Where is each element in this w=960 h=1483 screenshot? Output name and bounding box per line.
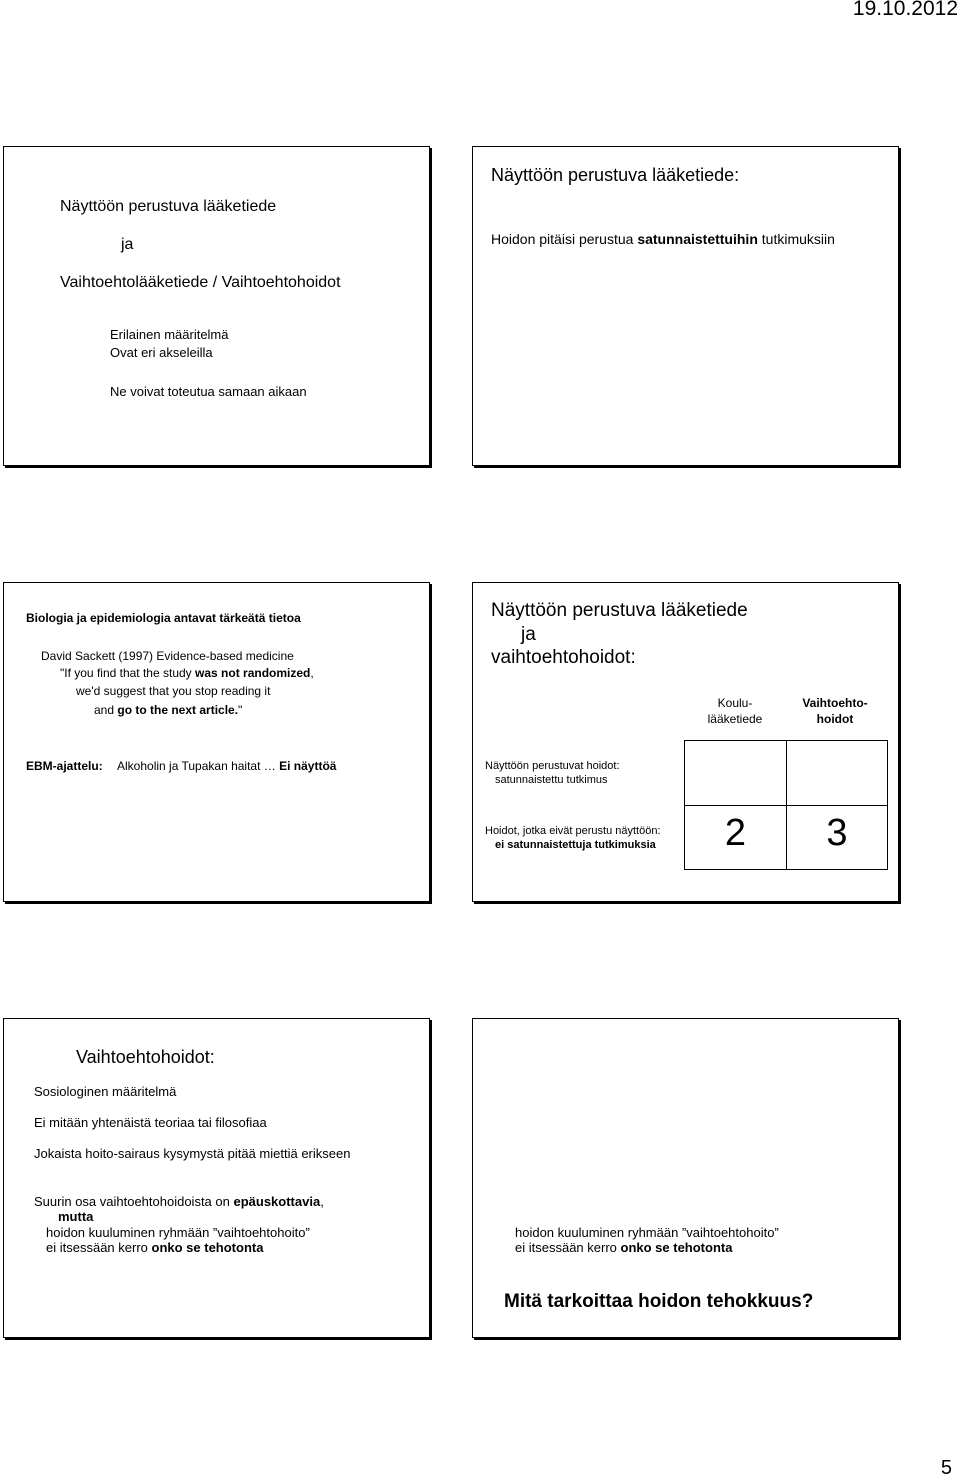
slide-3-line-2-post: , <box>310 666 314 680</box>
slide-2-body-post: tutkimuksiin <box>757 231 835 247</box>
slide-5-line-1: Sosiologinen määritelmä <box>34 1084 177 1099</box>
row-header-1-line-2: satunnaistettu tutkimus <box>495 774 608 786</box>
slide-5-line-2: Ei mitään yhtenäistä teoriaa tai filosofiaa <box>34 1115 267 1130</box>
slide-4-title-line-3: vaihtoehtohoidot: <box>491 647 636 668</box>
column-header-2-line-2: hoidot <box>816 712 854 726</box>
slide-3-ebm-text <box>117 759 336 773</box>
slide-3-line-4-bold: go to the next article. <box>117 703 239 717</box>
slide-5-line-7 <box>46 1240 263 1255</box>
slide-2-body-pre: Hoidon pitäisi perustua <box>491 231 638 247</box>
grid-top-border <box>684 740 888 741</box>
slide-1-title-line-3: Vaihtoehtolääketiede / Vaihtoehtohoidot <box>60 274 341 291</box>
slide-5-line-7-bold: onko se tehotonta <box>151 1240 264 1255</box>
slide-3 <box>3 582 430 902</box>
slide-3-line-1: David Sackett (1997) Evidence-based medicine <box>41 649 294 663</box>
slide-6-line-1: hoidon kuuluminen ryhmään ”vaihtoehtohoito” <box>515 1225 779 1240</box>
slide-5-title: Vaihtoehtohoidot: <box>76 1047 215 1067</box>
slide-1-line-2: Ovat eri akseleilla <box>110 345 213 360</box>
table-cell-value-3: 3 <box>826 812 848 854</box>
slide-3-line-4 <box>94 703 242 717</box>
slide-3-heading: Biologia ja epidemiologia antavat tärkeätä tietoa <box>26 611 301 625</box>
column-header-koululaaketiede <box>687 696 783 726</box>
row-header-nayttoon-perustuvat <box>485 760 620 786</box>
slide-5-line-3: Jokaista hoito-sairaus kysymystä pitää miettiä erikseen <box>34 1146 351 1161</box>
slide-5-line-6: hoidon kuuluminen ryhmään ”vaihtoehtohoito” <box>46 1225 310 1240</box>
slide-1-title-line-2: ja <box>121 236 134 253</box>
page-number: 5 <box>940 1457 952 1479</box>
slide-3-ebm-text-plain: Alkoholin ja Tupakan haitat … <box>117 759 280 773</box>
slide-2-body <box>491 231 835 247</box>
date-header: 19.10.2012 <box>852 0 958 20</box>
slide-1-title-line-1: Näyttöön perustuva lääketiede <box>60 198 277 215</box>
slide-2 <box>472 146 899 466</box>
slide-4-title-line-1: Näyttöön perustuva lääketiede <box>491 600 748 621</box>
slide-3-line-2-pre: "If you find that the study <box>60 666 196 680</box>
slide-3-line-4-post: " <box>238 703 243 717</box>
row-header-2-line-2: ei satunnaistettuja tutkimuksia <box>495 839 656 851</box>
slide-3-line-3: we'd suggest that you stop reading it <box>76 684 271 698</box>
slide-1 <box>3 146 430 466</box>
table-cell-value-2: 2 <box>724 812 747 854</box>
slide-5-line-5: mutta <box>58 1209 94 1224</box>
slide-3-ebm-label: EBM-ajattelu: <box>26 759 103 773</box>
slide-3-line-2-bold: was not randomized <box>195 666 311 680</box>
slide-4 <box>472 582 899 902</box>
column-header-1-line-2: lääketiede <box>707 712 763 726</box>
slide-2-body-bold: satunnaistettuihin <box>637 231 758 247</box>
slide-5-line-4-bold: epäuskottavia <box>233 1194 321 1209</box>
slide-3-line-4-pre: and <box>94 703 118 717</box>
row-header-eivat-perustu <box>485 825 661 851</box>
slide-6-question: Mitä tarkoittaa hoidon tehokkuus? <box>504 1291 814 1312</box>
column-header-1-line-1: Koulu- <box>717 696 753 710</box>
grid-bottom-border <box>684 869 888 870</box>
column-header-2-line-1: Vaihtoehto- <box>802 696 868 710</box>
slide-1-line-3: Ne voivat toteutua samaan aikaan <box>110 384 307 399</box>
slide-6-line-2-bold: onko se tehotonta <box>620 1240 733 1255</box>
grid-mid-horizontal <box>684 805 888 806</box>
slide-6-line-2 <box>515 1240 732 1255</box>
slide-3-ebm-bold: Ei näyttöä <box>279 759 337 773</box>
slide-5-line-4 <box>34 1194 324 1209</box>
slide-1-line-1: Erilainen määritelmä <box>110 327 229 342</box>
slide-5 <box>3 1018 430 1338</box>
slide-6 <box>472 1018 899 1338</box>
slide-6-line-2-pre: ei itsessään kerro <box>515 1240 621 1255</box>
row-header-2-line-1: Hoidot, jotka eivät perustu näyttöön: <box>485 825 661 837</box>
slide-4-title-line-2: ja <box>521 624 536 645</box>
row-header-1-line-1: Näyttöön perustuvat hoidot: <box>485 760 620 772</box>
slide-3-line-2 <box>60 666 314 680</box>
slide-5-line-4-post: , <box>320 1194 324 1209</box>
slide-5-line-4-pre: Suurin osa vaihtoehtohoidoista on <box>34 1194 234 1209</box>
slide-5-line-7-pre: ei itsessään kerro <box>46 1240 152 1255</box>
slide-2-title: Näyttöön perustuva lääketiede: <box>491 165 740 185</box>
column-header-vaihtoehtohoidot <box>787 696 883 726</box>
